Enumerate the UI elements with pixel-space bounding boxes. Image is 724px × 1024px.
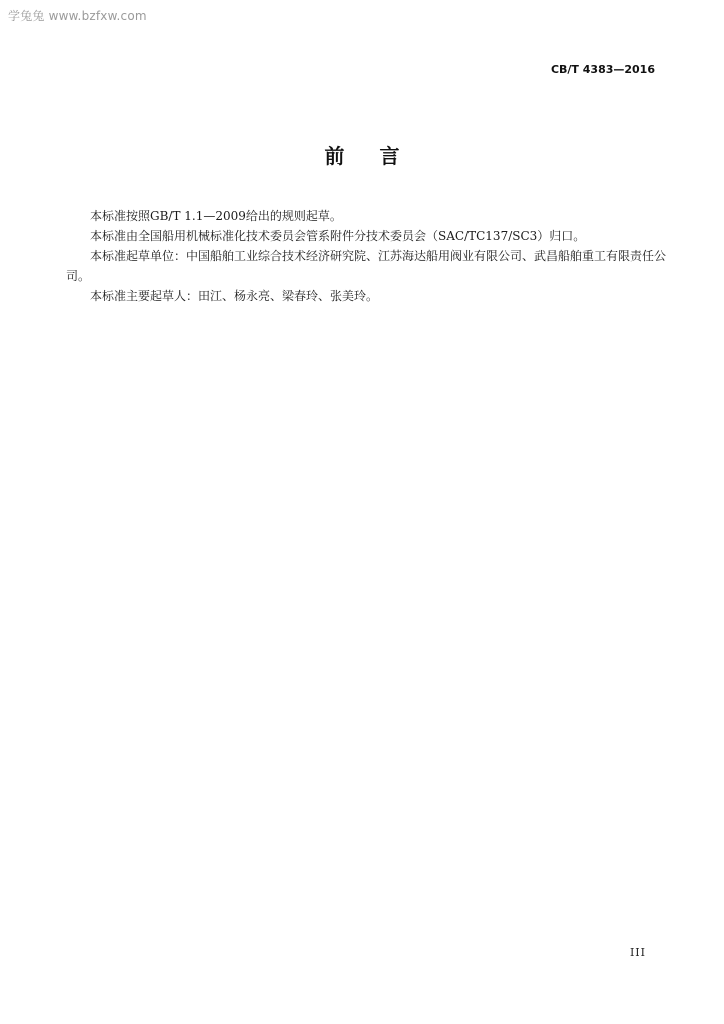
paragraph-drafting-rules: 本标准按照GB/T 1.1—2009给出的规则起草。 <box>90 209 342 223</box>
paragraph-drafters: 本标准主要起草人：田江、杨永亮、梁春玲、张美玲。 <box>90 289 379 303</box>
paragraph-responsible-committee: 本标准由全国船用机械标准化技术委员会管系附件分技术委员会（SAC/TC137/SC3）归口。 <box>90 229 586 243</box>
page-number: III <box>629 946 646 959</box>
foreword-body <box>66 206 666 306</box>
page-title: 前 言 <box>324 144 414 168</box>
paragraph-drafting-organizations: 本标准起草单位：中国船舶工业综合技术经济研究院、江苏海达船用阀业有限公司、武昌船舶重工有限责任公司。 <box>66 249 667 283</box>
standard-code: CB/T 4383—2016 <box>550 63 655 76</box>
watermark: 学兔兔 www.bzfxw.com <box>8 9 147 23</box>
